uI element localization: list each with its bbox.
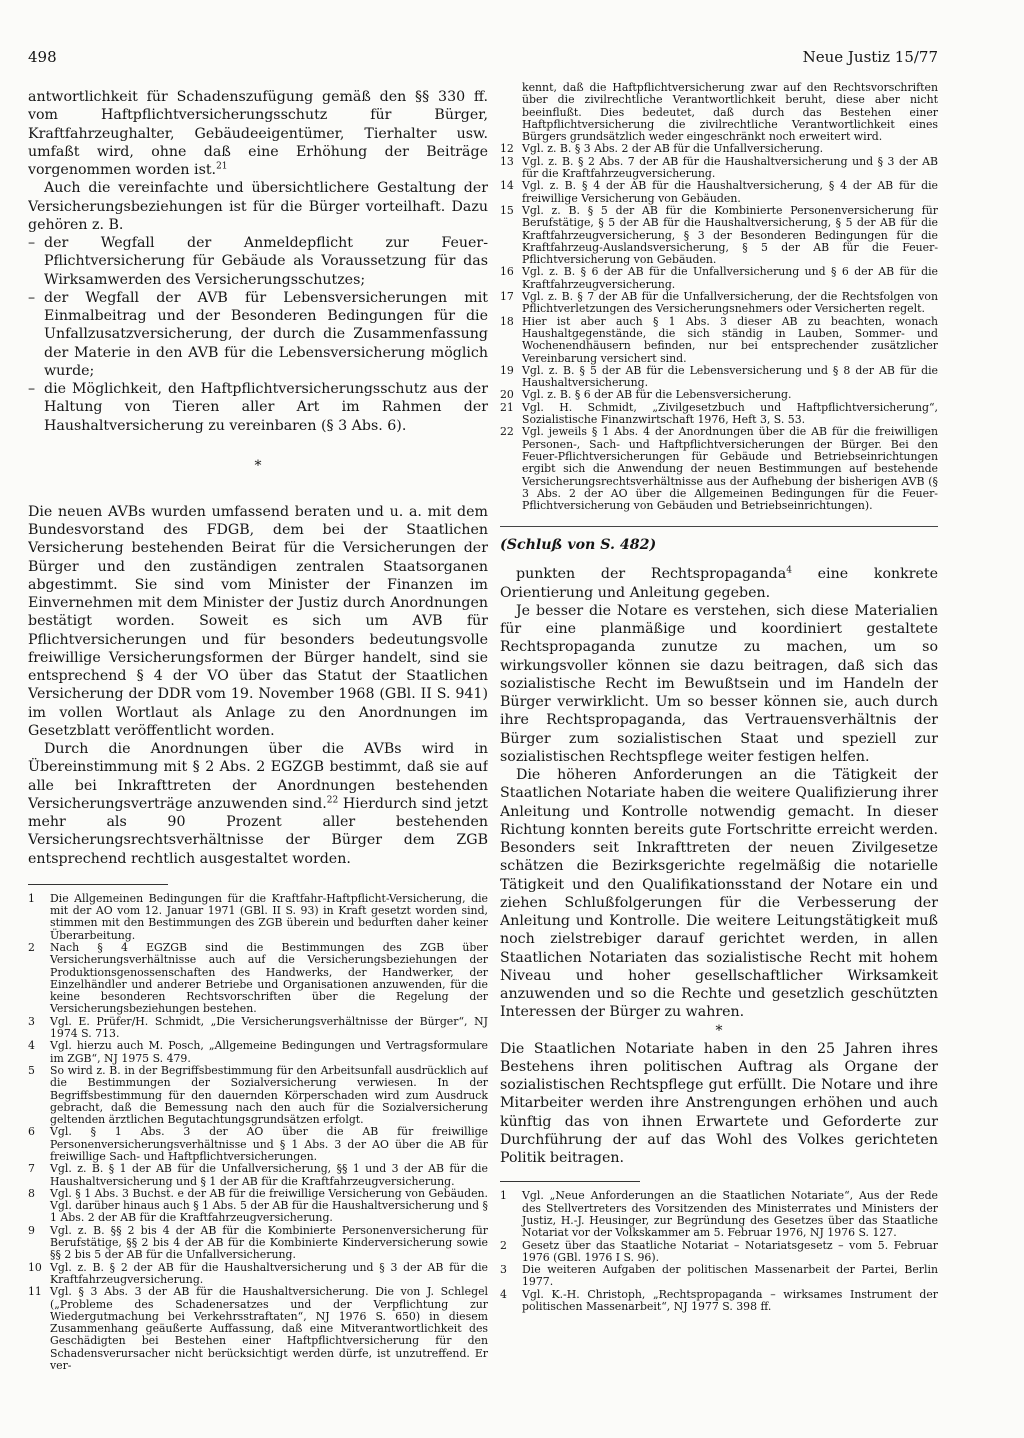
- footnote-rule: [28, 884, 168, 885]
- divider: [500, 526, 938, 527]
- footnote: [500, 1240, 938, 1265]
- footnote-number: 6: [28, 1125, 35, 1139]
- footnote-number: 4: [500, 1287, 507, 1301]
- page-number: 498: [28, 48, 57, 66]
- footnote-number: 13: [500, 154, 514, 168]
- footnote: [28, 1040, 488, 1065]
- footnote-number: 3: [500, 1263, 507, 1277]
- footnote-text: Vgl. z. B. § 6 der AB für die Unfallversicherung und § 6 der AB für die Kraftfahrzeugversicherung.: [522, 265, 938, 291]
- footnote: [500, 291, 938, 316]
- footnote: [28, 1016, 488, 1041]
- footnote-number: 7: [28, 1162, 35, 1176]
- footnote-text: Vgl. z. B. § 4 der AB für die Haushaltversicherung, § 4 der AB für die freiwillige Versicherung von Gebäuden.: [522, 179, 938, 205]
- footnote: [500, 365, 938, 390]
- footnote-text: Vgl. z. B. §§ 2 bis 4 der AB für die Kombinierte Personenversicherung für Berufstätige, §§ 2 bis 4 der AB für die Kombinierte Kinderversicherung sowie §§ 2 bis 5 der AB für die Unfallversicherung.: [50, 1223, 488, 1262]
- footnote-text: Vgl. § 3 Abs. 3 der AB für die Haushaltversicherung. Die von J. Schlegel („Probleme des Schadenersatzes und der Verpflichtung zur Wiedergutmachung bei Verkehrsstraftaten“, NJ 1976 S. 650) in diesem Zusammenhang geäußerte Auffassung, daß eine Mitverantwortlichkeit des Geschädigten bei Bestehen einer Haftpflichtversicherung für den Schadensverursacher nicht berücksichtigt werden dürfe, ist unzutreffend. Er ver-: [50, 1285, 488, 1373]
- footnote: [500, 426, 938, 512]
- footnote-text: Vgl. z. B. § 2 Abs. 7 der AB für die Haushaltversicherung und § 3 der AB für die Kraftfahrzeugversicherung.: [522, 154, 938, 181]
- footnote-number: 8: [28, 1186, 35, 1200]
- footnote-text: Gesetz über das Staatliche Notariat – Notariatsgesetz – vom 5. Februar 1976 (GBl. 1976 I S. 96).: [522, 1238, 938, 1264]
- paragraph: Die neuen AVBs wurden umfassend beraten und u. a. mit dem Bundesvorstand des FDGB, dem bei der Staatlichen Versicherung bestehenden Beirat für die Versicherungen der Bürger und den zuständigen zentralen Staatsorganen abgestimmt. Sie sind vom Minister der Finanzen im Einvernehmen mit dem Minister der Justiz durch Anordnungen bestätigt worden. Soweit es sich um AVB für Pflichtversicherungen und für besonders bedeutungsvolle freiwillige Versicherungsformen der Bürger handelt, sind sie entsprechend § 4 der VO über das Statut der Staatlichen Versicherung der DDR vom 19. November 1968 (GBl. II S. 941) im vollen Wortlaut als Anlage zu den Anordnungen im Gesetzblatt veröffentlicht worden.: [28, 503, 488, 739]
- section-separator: *: [254, 457, 262, 474]
- footnote-ref: 22: [326, 795, 339, 806]
- footnote-number: 2: [28, 940, 35, 954]
- footnote: [500, 316, 938, 365]
- footnote-list: [500, 1190, 938, 1313]
- paragraph: antwortlichkeit für Schadenszufügung gemäß den §§ 330 ff. vom Haftpflichtversicherungsschutz für Bürger, Kraftfahrzeughalter, Gebäudeeigentümer, Tierhalter usw. umfaßt wird, ohne daß eine Erhöhung der Beiträge vorgenommen worden ist.$^{21}$: [28, 89, 488, 178]
- footnote: [500, 1289, 938, 1314]
- footnote: [28, 1286, 488, 1372]
- footnote-list: [500, 143, 938, 512]
- footnote-number: 9: [28, 1223, 35, 1237]
- footnote-text: Vgl. § 1 Abs. 3 Buchst. e der AB für die freiwillige Versicherung von Gebäuden. Vgl. darüber hinaus auch § 1 Abs. 5 der AB für die Haushaltversicherung und § 1 Abs. 2 der AB für die Kraftfahrzeugversicherung.: [50, 1186, 488, 1225]
- footnote-number: 1: [500, 1189, 507, 1203]
- footnote-rule: [500, 1181, 640, 1182]
- paragraph: Die Staatlichen Notariate haben in den 25 Jahren ihres Bestehens ihren politischen Auftrag als Organe der sozialistischen Rechtspflege gut erfüllt. Die Notare und ihre Mitarbeiter werden ihre Anstrengungen erhöhen und auch künftig das von ihnen Erwartete und Geforderte zur Durchführung der auf das Wohl des Volkes gerichteten Politik beitragen.: [500, 1040, 938, 1167]
- footnote-text: Vgl. H. Schmidt, „Zivilgesetzbuch und Haftpflichtversicherung“, Sozialistische Finanzwirtschaft 1976, Heft 3, S. 53.: [522, 400, 938, 427]
- footnote-number: 10: [28, 1260, 42, 1274]
- section-separator: *: [715, 1022, 723, 1039]
- footnote-text: Die weiteren Aufgaben der politischen Massenarbeit der Partei, Berlin 1977.: [522, 1263, 938, 1289]
- footnote-text: Hier ist aber auch § 1 Abs. 3 dieser AB zu beachten, wonach Haushaltgegenstände, die sich ständig in Lauben, Sommer- und Wochenendhäusern befinden, nur bei entsprechender zusätzlicher Vereinbarung versichert sind.: [522, 314, 938, 365]
- footnote: [28, 1126, 488, 1163]
- footnote-text: Vgl. z. B. § 3 Abs. 2 der AB für die Unfallversicherung.: [522, 142, 824, 156]
- footnote-text: Nach § 4 EGZGB sind die Bestimmungen des ZGB über Versicherungsverhältnisse auch auf die Versicherungsbeziehungen der Produktionsgenossenschaften des Handwerks, der Handwerker, der Einzelhändler und anderer Betriebe und Organisationen anzuwenden, für die keine besonderen Rechtsvorschriften über die Regelung der Versicherungsbeziehungen bestehen.: [50, 940, 488, 1016]
- list-item: – die Möglichkeit, den Haftpflichtversicherungsschutz aus der Haltung von Tieren aller Art im Rahmen der Haushaltversicherung zu vereinbaren (§ 3 Abs. 6).: [28, 380, 488, 435]
- footnote-text: Vgl. „Neue Anforderungen an die Staatlichen Notariate“, Aus der Rede des Stellvertreters des Vorsitzenden des Ministerrates und Ministers der Justiz, H.-J. Heusinger, zur Begründung des Gesetzes über das Staatliche Notariat vor der Volkskammer am 5. Februar 1976, NJ 1976 S. 127.: [522, 1189, 938, 1240]
- footnote-continuation: kennt, daß die Haftpflichtversicherung zwar auf den Rechtsvorschriften über die zivilrechtliche Verantwortlichkeit beruht, diese aber nicht beeinflußt. Dies bedeutet, daß durch das Bestehen einer Haftpflichtversicherung die zivilrechtliche Verantwortlichkeit eines Bürgers grundsätzlich weder eingeschränkt noch erweitert wird.: [522, 82, 938, 144]
- paragraph: punkten der Rechtspropaganda$^4$ eine konkrete Orientierung und Anleitung gegeben.: [500, 565, 938, 601]
- footnote-number: 18: [500, 314, 514, 328]
- footnote-text: Vgl. z. B. § 5 der AB für die Lebensversicherung und § 8 der AB für die Haushaltversicherung.: [522, 363, 938, 390]
- footnote-number: 21: [500, 400, 514, 414]
- footnote-number: 4: [28, 1039, 35, 1053]
- footnote-text: Vgl. z. B. § 6 der AB für die Lebensversicherung.: [522, 388, 792, 402]
- footnote: [28, 1262, 488, 1287]
- footnote: [28, 1065, 488, 1126]
- footnote: [28, 1163, 488, 1188]
- list-item: – der Wegfall der AVB für Lebensversicherungen mit Einmalbeitrag und der Besonderen Bedingungen für die Unfallzusatzversicherung, der durch die Zusammenfassung der Materie in den AVB für die Lebensversicherung möglich wurde;: [28, 289, 488, 380]
- footnote-list: [500, 82, 938, 143]
- footnote-text: Vgl. z. B. § 2 der AB für die Haushaltversicherung und § 3 der AB für die Kraftfahrzeugversicherung.: [50, 1260, 488, 1286]
- footnote: [28, 893, 488, 942]
- footnote-number: 22: [500, 425, 514, 439]
- footnote-text: Vgl. E. Prüfer/H. Schmidt, „Die Versicherungsverhältnisse der Bürger“, NJ 1974 S. 713.: [50, 1014, 488, 1041]
- footnote-text: Vgl. z. B. § 1 der AB für die Unfallversicherung, §§ 1 und 3 der AB für die Haushaltversicherung und § 1 der AB für die Kraftfahrzeugversicherung.: [50, 1162, 488, 1188]
- paragraph: Je besser die Notare es verstehen, sich diese Materialien für eine planmäßige und koordiniert gestaltete Rechtspropaganda zunutze zu machen, um so wirkungsvoller können sie dazu beitragen, daß sich das sozialistische Recht im Bewußtsein und im Handeln der Bürger verwirklicht. Um so besser können sie, auch durch ihre Rechtspropaganda, das Vertrauensverhältnis der Bürger zum sozialistischen Staat und speziell zur sozialistischen Rechtspflege weiter festigen helfen.: [500, 602, 938, 765]
- list-item: – der Wegfall der Anmeldepflicht zur Feuer-Pflichtversicherung für Gebäude als Voraussetzung für das Wirksamwerden des Versicherungsschutzes;: [28, 234, 488, 289]
- footnote-text: Vgl. z. B. § 5 der AB für die Kombinierte Personenversicherung für Berufstätige, § 5 der AB für die Haushaltversicherung, § 5 der AB für die Kraftfahrzeugversicherung, § 3 der Besonderen Bedingungen für die Kraftfahrzeug-Auslandsversicherung, § 5 der AB für die Feuer-Pflichtversicherung von Gebäuden.: [522, 203, 938, 267]
- paragraph: Auch die vereinfachte und übersichtlichere Gestaltung der Versicherungsbeziehungen ist für die Bürger vorteilhaft. Dazu gehören z. B.: [28, 180, 488, 233]
- footnote: [500, 1264, 938, 1289]
- footnote: [500, 1190, 938, 1239]
- footnote-number: 15: [500, 203, 514, 217]
- footnote: [500, 156, 938, 181]
- footnote-list: [28, 893, 488, 1373]
- bullet-list: [28, 234, 488, 435]
- footnote-number: 14: [500, 179, 514, 193]
- section-heading: (Schluß von S. 482): [500, 537, 657, 554]
- footnote-text: Vgl. K.-H. Christoph, „Rechtspropaganda – wirksames Instrument der politischen Massenarbeit“, NJ 1977 S. 398 ff.: [522, 1287, 938, 1314]
- footnote-number: 19: [500, 363, 514, 377]
- footnote: [28, 1225, 488, 1262]
- page-header: [28, 48, 938, 70]
- footnote-ref: 4: [786, 565, 792, 576]
- footnote: [500, 205, 938, 266]
- footnote-number: 20: [500, 388, 514, 402]
- footnote: [500, 402, 938, 427]
- footnote-text: Vgl. § 1 Abs. 3 der AO über die AB für freiwillige Personenversicherungsverhältnisse und § 1 Abs. 3 der AO über die AB für freiwillige Sach- und Haftpflichtversicherungen.: [50, 1125, 488, 1163]
- footnote: [28, 942, 488, 1016]
- journal-title: Neue Justiz 15/77: [802, 48, 938, 66]
- footnote: [500, 180, 938, 205]
- footnote-number: 17: [500, 290, 514, 304]
- footnote-number: 11: [28, 1285, 42, 1299]
- footnote-text: Die Allgemeinen Bedingungen für die Kraftfahr-Haftpflicht-Versicherung, die mit der AO vom 12. Januar 1971 (GBl. II S. 93) in Kraft gesetzt worden sind, stimmen mit den Bestimmungen des ZGB überein und bedurften daher keiner Überarbeitung.: [50, 891, 488, 942]
- left-column: [28, 88, 488, 1406]
- footnote-text: Vgl. z. B. § 7 der AB für die Unfallversicherung, der die Rechtsfolgen von Pflichtverletzungen des Versicherungsnehmers oder Versicherten regelt.: [522, 290, 938, 316]
- footnote-ref: 21: [216, 161, 228, 172]
- footnote-number: 12: [500, 142, 514, 156]
- footnote-number: 5: [28, 1063, 35, 1077]
- paragraph: Durch die Anordnungen über die AVBs wird in Übereinstimmung mit § 2 Abs. 2 EGZGB bestimmt, daß sie auf alle bei Inkrafttreten der Anordnungen bestehenden Versicherungsverträge anzuwenden sind.$^{22}$ Hierdurch sind jetzt mehr als 90 Prozent aller bestehenden Versicherungsrechtsverhältnisse der Bürger dem ZGB entsprechend rechtlich ausgestaltet worden.: [28, 741, 488, 867]
- footnote-text: Vgl. jeweils § 1 Abs. 4 der Anordnungen über die AB für die freiwilligen Personen-, Sach- und Haftpflichtversicherungen der Bürger. Bei den Feuer-Pflichtversicherungen für Gebäude und Betriebseinrichtungen ergibt sich die Anwendung der neuen Bestimmungen auf bestehende Versicherungsrechtsverhältnisse aus der Aufhebung der bisherigen AVB (§ 3 Abs. 2 der AO über die Allgemeinen Bedingungen für die Feuer-Pflichtversicherung von Gebäuden und Betriebseinrichtungen).: [522, 425, 938, 513]
- footnote-number: 16: [500, 265, 514, 279]
- paragraph: Die höheren Anforderungen an die Tätigkeit der Staatlichen Notariate haben die weitere Qualifizierung ihrer Anleitung und Kontrolle notwendig gemacht. In dieser Richtung konnten bereits gute Fortschritte erreicht werden. Besonders seit Inkrafttreten der neuen Zivilgesetze schätzen die Bezirksgerichte regelmäßig die notarielle Tätigkeit und den Qualifikationsstand der Notare ein und ziehen Schlußfolgerungen für die Verbesserung der Anleitung und Kontrolle. Die weitere Leitungstätigkeit muß noch zielstrebiger darauf gerichtet werden, in allen Staatlichen Notariaten das sozialistische Recht mit hohem Niveau und hoher gesellschaftlicher Wirksamkeit anzuwenden und so die Rechte und gesetzlich geschützten Interessen der Bürger zu wahren.: [500, 767, 938, 1021]
- footnote-number: 2: [500, 1238, 507, 1252]
- footnote-number: 1: [28, 891, 35, 905]
- footnote: [28, 1188, 488, 1225]
- footnote-number: 3: [28, 1014, 35, 1028]
- right-column: [500, 82, 938, 1412]
- footnote-text: So wird z. B. in der Begriffsbestimmung für den Arbeitsunfall ausdrücklich auf die Bestimmungen der Sozialversicherung verwiesen. In der Begriffsbestimmung für den dauernden Körperschaden wird zum Ausdruck gebracht, daß die Bemessung nach den auch für die Sozialversicherung geltenden ärztlichen Begutachtungsgrundsätzen erfolgt.: [50, 1063, 488, 1127]
- footnote-text: Vgl. hierzu auch M. Posch, „Allgemeine Bedingungen und Vertragsformulare im ZGB“, NJ 1975 S. 479.: [50, 1039, 488, 1065]
- footnote: [500, 266, 938, 291]
